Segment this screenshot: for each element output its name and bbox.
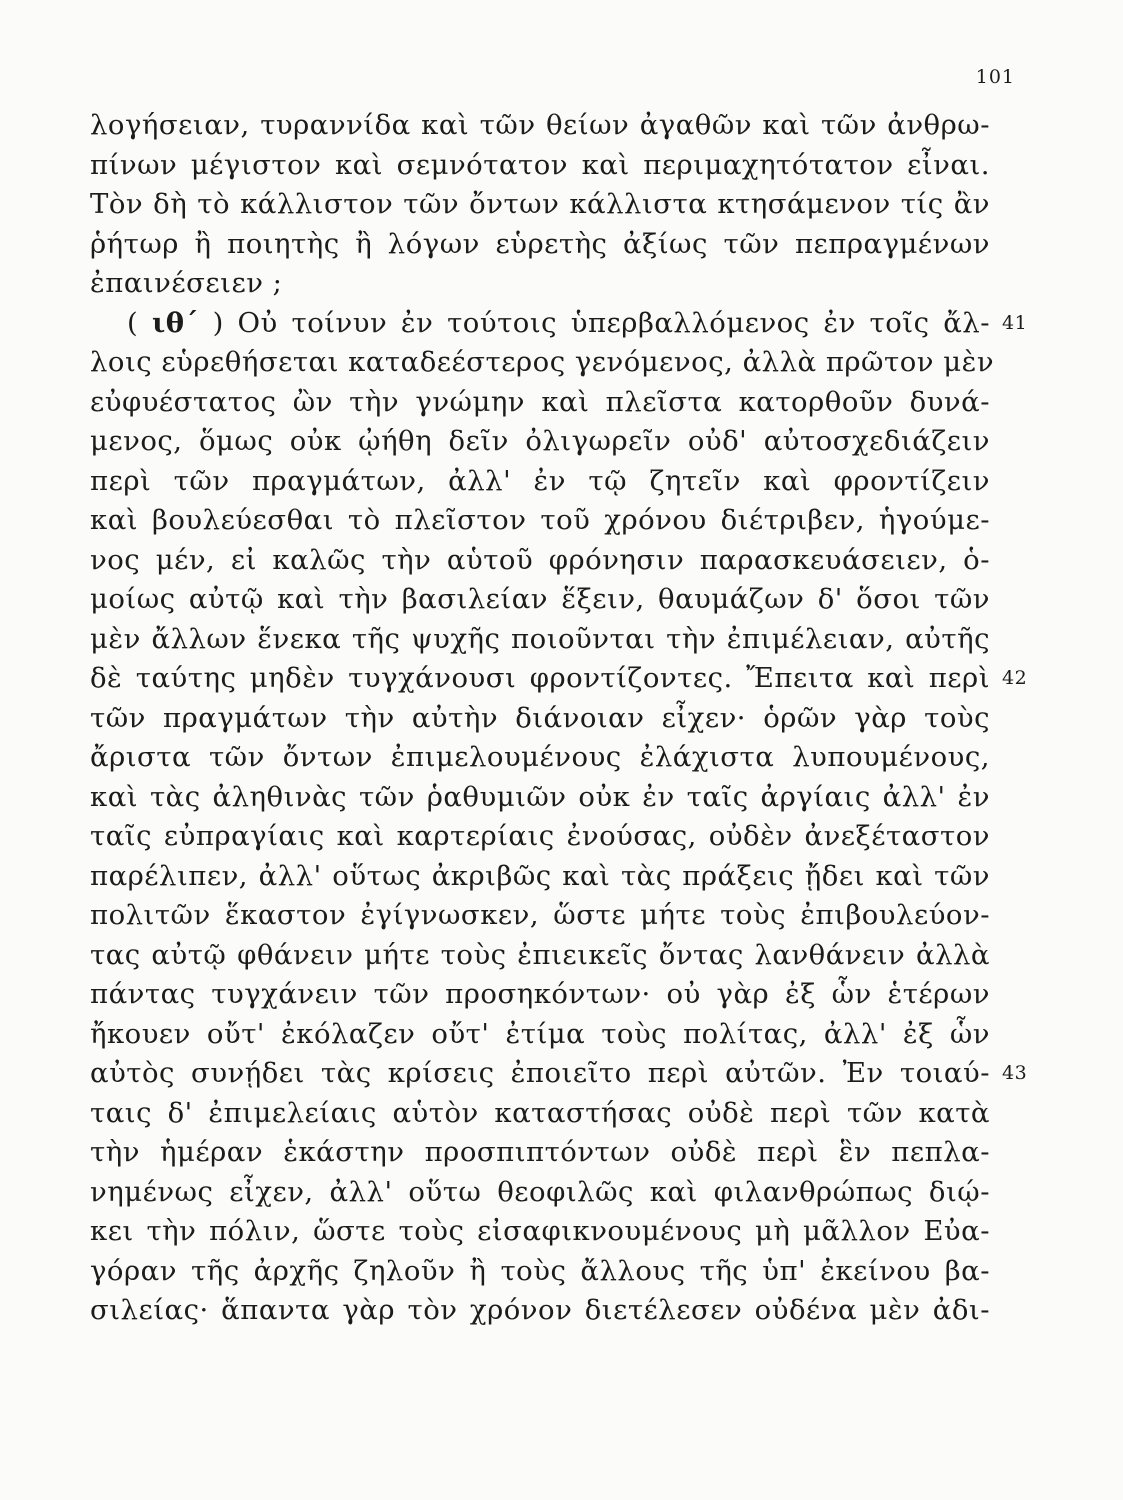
text-line — [90, 699, 990, 739]
section-number: 41 — [1002, 311, 1028, 334]
text-line — [90, 659, 1028, 699]
line-text: μὲν ἄλλων ἕνεκα τῆς ψυχῆς ποιοῦνται τὴν ἐπιμέλειαν, αὐτῆς — [90, 622, 990, 655]
line-text: κει τὴν πόλιν, ὥστε τοὺς εἰσαφικνουμένους μὴ μᾶλλον Εὐα- — [90, 1215, 990, 1247]
line-text: πάντας τυγχάνειν τῶν προσηκόντων· οὐ γὰρ ἐξ ὧν ἑτέρων — [90, 978, 990, 1010]
text-line — [90, 1015, 990, 1055]
text-line — [90, 738, 990, 778]
section-number: 43 — [1002, 1062, 1028, 1084]
section-number: 42 — [1002, 667, 1028, 689]
text-line — [90, 817, 990, 857]
text-line — [90, 1054, 1028, 1094]
text-body — [90, 106, 1028, 1331]
text-line — [90, 462, 990, 502]
text-line — [90, 1252, 990, 1292]
chapter-numeral: ιθ΄ — [151, 306, 199, 339]
line-text: ταῖς εὐπραγίαις καὶ καρτερίαις ἐνούσας, οὐδὲν ἀνεξέταστον — [90, 820, 990, 852]
line-text: λογήσειαν, τυραννίδα καὶ τῶν θείων ἀγαθῶν καὶ τῶν ἀνθρω- — [90, 109, 990, 141]
line-text: Οὐ τοίνυν ἐν τούτοις ὑπερβαλλόμενος ἐν τοῖς ἄλ- — [237, 306, 990, 339]
line-text: πολιτῶν ἕκαστον ἐγίγνωσκεν, ὥστε μήτε τοὺς ἐπιβουλεύον- — [90, 899, 990, 931]
line-text: ἤκουεν οὔτ' ἐκόλαζεν οὔτ' ἐτίμα τοὺς πολίτας, ἀλλ' ἐξ ὧν — [90, 1017, 990, 1050]
line-text: Τὸν δὴ τὸ κάλλιστον τῶν ὄντων κάλλιστα κτησάμενον τίς ἂν — [90, 188, 990, 220]
line-text: ταις δ' ἐπιμελείαις αὑτὸν καταστήσας οὐδὲ περὶ τῶν κατὰ — [90, 1096, 990, 1129]
text-line — [90, 541, 990, 581]
text-line — [90, 896, 990, 936]
chapter-marker: ( ιθ΄ ) — [127, 306, 238, 339]
line-text: τας αὐτῷ φθάνειν μήτε τοὺς ἐπιεικεῖς ὄντας λανθάνειν ἀλλὰ — [90, 938, 990, 971]
line-text: περὶ τῶν πραγμάτων, ἀλλ' ἐν τῷ ζητεῖν καὶ φροντίζειν — [90, 464, 990, 497]
text-line — [90, 620, 990, 660]
text-line — [90, 185, 990, 225]
text-line — [90, 778, 990, 818]
text-line — [90, 1133, 990, 1173]
line-text: εὐφυέστατος ὢν τὴν γνώμην καὶ πλεῖστα κατορθοῦν δυνά- — [90, 385, 990, 418]
text-line — [90, 146, 990, 186]
line-text: γόραν τῆς ἀρχῆς ζηλοῦν ἢ τοὺς ἄλλους τῆς ὑπ' ἐκείνου βα- — [90, 1254, 990, 1287]
text-line — [90, 1291, 990, 1331]
line-text: πίνων μέγιστον καὶ σεμνότατον καὶ περιμαχητότατον εἶναι. — [90, 148, 990, 181]
text-line — [90, 857, 990, 897]
line-text: ἄριστα τῶν ὄντων ἐπιμελουμένους ἐλάχιστα λυπουμένους, — [90, 741, 990, 773]
text-line — [90, 383, 990, 423]
line-text: μοίως αὐτῷ καὶ τὴν βασιλείαν ἕξειν, θαυμάζων δ' ὅσοι τῶν — [90, 583, 990, 615]
text-line — [90, 501, 990, 541]
page-number: 101 — [975, 66, 1015, 88]
text-line — [90, 580, 990, 620]
line-text: νημένως εἶχεν, ἀλλ' οὕτω θεοφιλῶς καὶ φιλανθρώπως διῴ- — [90, 1175, 990, 1208]
line-text: ῥήτωρ ἢ ποιητὴς ἢ λόγων εὑρετὴς ἀξίως τῶν πεπραγμένων — [90, 227, 990, 260]
line-text: λοις εὑρεθήσεται καταδεέστερος γενόμενος, ἀλλὰ πρῶτον μὲν — [90, 346, 995, 378]
text-line — [90, 1173, 990, 1213]
text-line — [90, 106, 990, 146]
line-text: δὲ ταύτης μηδὲν τυγχάνουσι φροντίζοντες. Ἔπειτα καὶ περὶ — [90, 662, 990, 694]
line-text: τῶν πραγμάτων τὴν αὐτὴν διάνοιαν εἶχεν· ὁρῶν γὰρ τοὺς — [90, 701, 990, 734]
text-line — [90, 936, 990, 976]
line-text: καὶ βουλεύεσθαι τὸ πλεῖστον τοῦ χρόνου διέτριβεν, ἡγούμε- — [90, 504, 990, 536]
text-line — [90, 264, 990, 304]
text-line — [90, 1212, 990, 1252]
text-line — [90, 422, 990, 462]
text-line — [90, 1094, 990, 1134]
text-line — [90, 343, 995, 383]
text-line — [90, 225, 990, 265]
line-text: αὐτὸς συνῄδει τὰς κρίσεις ἐποιεῖτο περὶ αὐτῶν. Ἐν τοιαύ- — [90, 1057, 990, 1089]
text-line — [90, 975, 990, 1015]
line-text: τὴν ἡμέραν ἑκάστην προσπιπτόντων οὐδὲ περὶ ἓν πεπλα- — [90, 1136, 990, 1168]
line-text: παρέλιπεν, ἀλλ' οὕτως ἀκριβῶς καὶ τὰς πράξεις ᾔδει καὶ τῶν — [90, 859, 990, 892]
text-line-chapter-start — [90, 304, 1028, 344]
line-text: νος μέν, εἰ καλῶς τὴν αὑτοῦ φρόνησιν παρασκευάσειεν, ὁ- — [90, 543, 990, 576]
line-text: σιλείας· ἅπαντα γὰρ τὸν χρόνον διετέλεσεν οὐδένα μὲν ἀδι- — [90, 1294, 990, 1326]
line-text: ἐπαινέσειεν ; — [90, 267, 283, 299]
line-text: μενος, ὅμως οὐκ ᾠήθη δεῖν ὀλιγωρεῖν οὐδ' αὐτοσχεδιάζειν — [90, 425, 990, 457]
line-text: καὶ τὰς ἀληθινὰς τῶν ῥαθυμιῶν οὐκ ἐν ταῖς ἀργίαις ἀλλ' ἐν — [90, 780, 990, 813]
